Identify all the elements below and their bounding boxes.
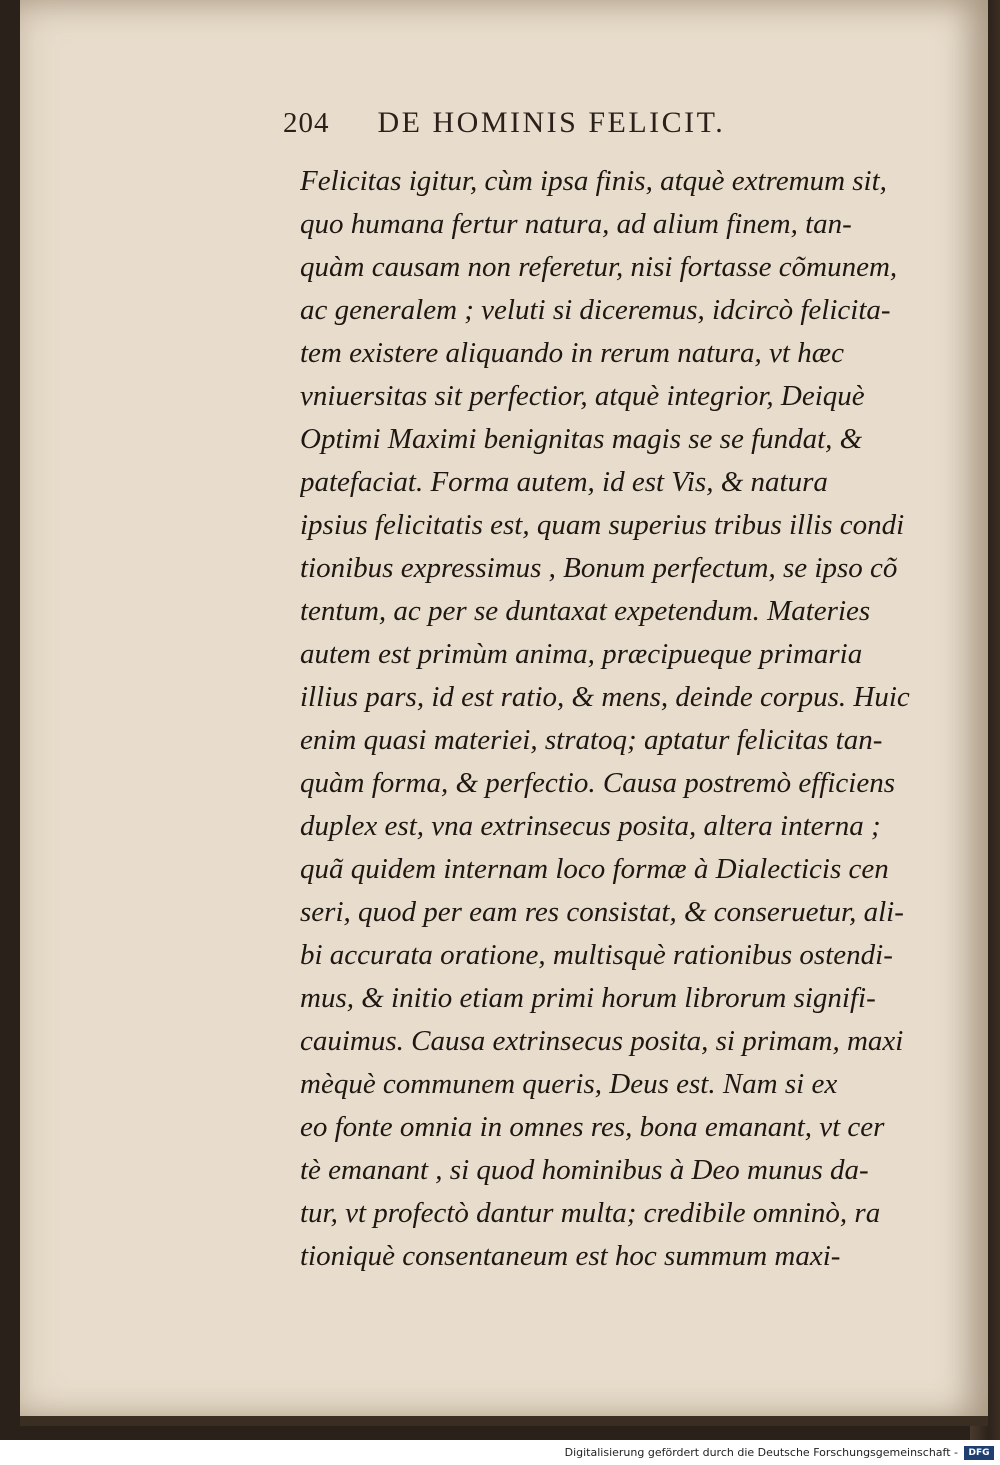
page-header [283, 106, 843, 150]
running-title: DE HOMINIS FELICIT. [377, 106, 726, 139]
text-line: quàm causam non referetur, nisi fortasse cõmunem, [300, 251, 898, 283]
text-line: quã quidem internam loco formæ à Dialecticis cen [300, 853, 889, 885]
text-line: Optimi Maximi benignitas magis se se fundat, & [300, 423, 863, 455]
page-edge [20, 1416, 988, 1426]
text-line: vniuersitas sit perfectior, atquè integrior, Deiquè [300, 380, 865, 412]
text-line: tur, vt profectò dantur multa; credibile omninò, ra [300, 1197, 881, 1229]
text-line: eo fonte omnia in omnes res, bona emanant, vt cer [300, 1111, 885, 1143]
body-text [300, 160, 910, 1278]
text-line: bi accurata oratione, multisquè rationibus ostendi- [300, 939, 893, 971]
text-line: illius pars, id est ratio, & mens, deinde corpus. Huic [300, 681, 910, 713]
text-line: duplex est, vna extrinsecus posita, altera interna ; [300, 810, 881, 842]
text-line: mèquè communem queris, Deus est. Nam si ex [300, 1068, 838, 1100]
page-number: 204 [283, 107, 330, 139]
text-line: tioniquè consentaneum est hoc summum maxi- [300, 1240, 841, 1272]
text-line: autem est primùm anima, præcipueque primaria [300, 638, 863, 670]
text-line: Felicitas igitur, cùm ipsa finis, atquè extremum sit, [300, 165, 887, 197]
text-line: enim quasi materiei, stratoq; aptatur felicitas tan- [300, 724, 883, 756]
text-line: seri, quod per eam res consistat, & conseruetur, ali- [300, 896, 904, 928]
text-line: tionibus expressimus , Bonum perfectum, se ipso cõ [300, 552, 898, 584]
dfg-logo-icon: DFG [964, 1446, 994, 1460]
text-line: ipsius felicitatis est, quam superius tribus illis condi [300, 509, 905, 541]
text-line: quo humana fertur natura, ad alium finem, tan- [300, 208, 852, 240]
text-line: patefaciat. Forma autem, id est Vis, & natura [300, 466, 828, 498]
text-line: tentum, ac per se duntaxat expetendum. Materies [300, 595, 871, 627]
text-line: tem existere aliquando in rerum natura, vt hæc [300, 337, 844, 369]
text-line: cauimus. Causa extrinsecus posita, si primam, maxi [300, 1025, 904, 1057]
funding-credit: Digitalisierung gefördert durch die Deutsche Forschungsgemeinschaft - [564, 1446, 958, 1459]
text-line: quàm forma, & perfectio. Causa postremò efficiens [300, 767, 895, 799]
text-line: ac generalem ; veluti si diceremus, idcircò felicita- [300, 294, 891, 326]
digitization-footer [0, 1440, 1000, 1465]
text-line: mus, & initio etiam primi horum librorum signifi- [300, 982, 876, 1014]
text-line: tè emanant , si quod hominibus à Deo munus da- [300, 1154, 869, 1186]
